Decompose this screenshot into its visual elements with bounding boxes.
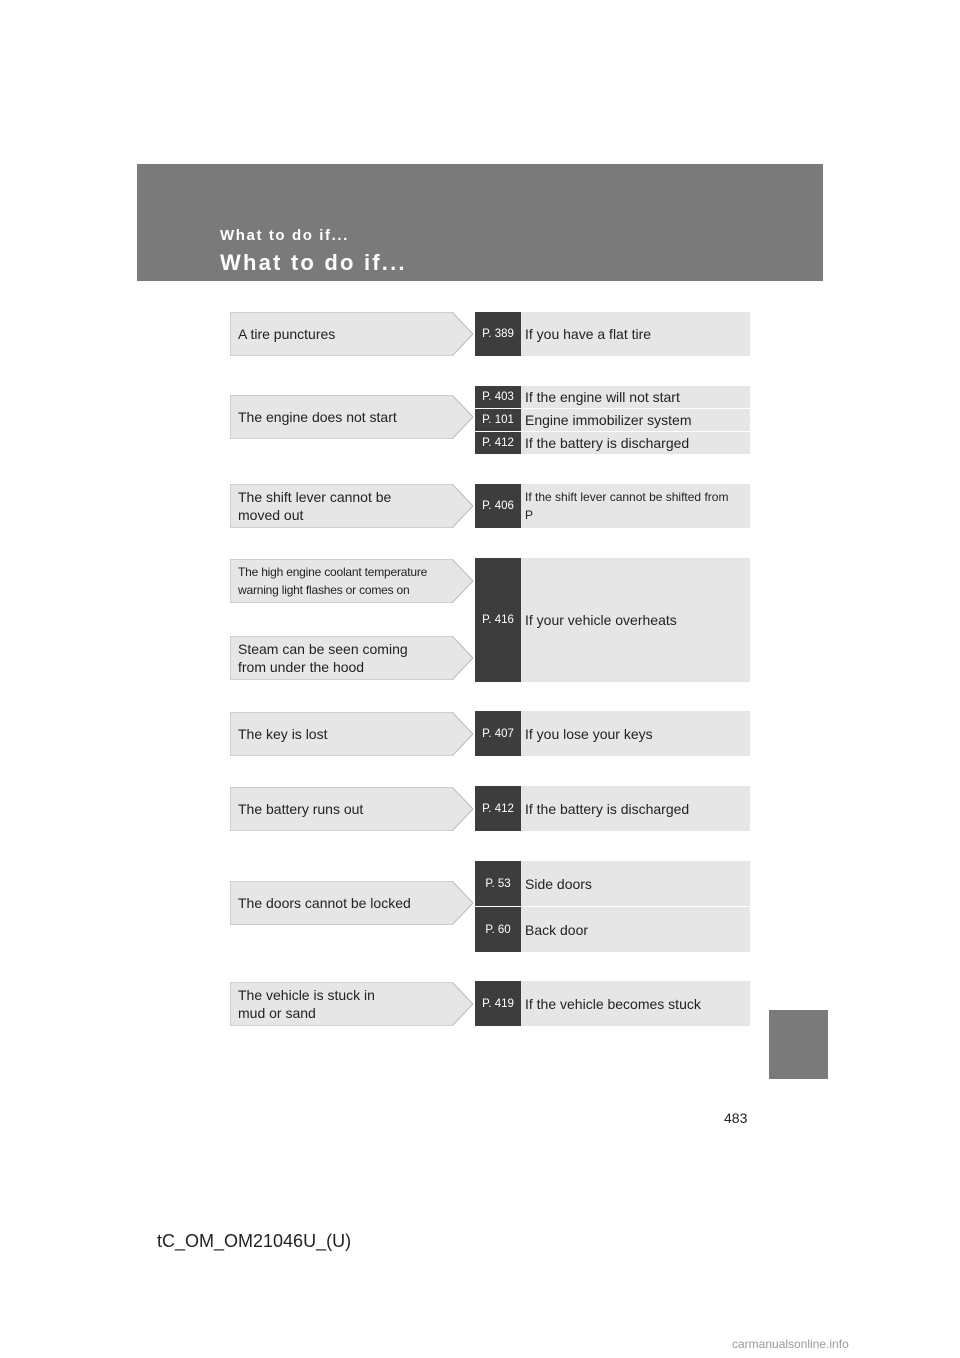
page-reference-tag: P. 407: [475, 711, 521, 756]
page-title: What to do if...: [220, 250, 407, 275]
reference-overheat-1[interactable]: [475, 558, 750, 682]
cause-box-stuck: [230, 982, 474, 1026]
page-reference-tag: P. 419: [475, 981, 521, 1026]
reference-engine-2[interactable]: [475, 409, 750, 431]
reference-title: Back door: [525, 921, 589, 938]
reference-title: If you lose your keys: [525, 725, 653, 742]
cause-box-shift-lever: [230, 484, 474, 528]
section-label: What to do if...: [220, 227, 349, 244]
reference-shift-lever-1[interactable]: [475, 484, 750, 528]
reference-title: If the engine will not start: [525, 389, 680, 405]
page-reference-tag: P. 101: [475, 409, 521, 431]
page-reference-tag: P. 412: [475, 432, 521, 454]
chapter-thumb-tab: [769, 1010, 828, 1079]
cause-box-coolant-warning: [230, 559, 474, 603]
cause-text: The shift lever cannot be moved out: [238, 489, 392, 523]
reference-title: If the vehicle becomes stuck: [525, 995, 701, 1012]
page-reference-tag: P. 60: [475, 907, 521, 952]
cause-text: The battery runs out: [238, 801, 364, 817]
watermark: carmanualsonline.info: [732, 1337, 849, 1351]
reference-title: If your vehicle overheats: [525, 612, 677, 628]
reference-engine-3[interactable]: [475, 432, 750, 454]
cause-text: Steam can be seen coming from under the hood: [238, 641, 408, 675]
document-code: tC_OM_OM21046U_(U): [157, 1231, 352, 1251]
cause-box-steam: [230, 636, 474, 680]
cause-box-doors: [230, 881, 474, 925]
cause-box-tire: [230, 312, 474, 356]
reference-battery-1[interactable]: [475, 786, 750, 831]
cause-box-key-lost: [230, 712, 474, 756]
page-reference-tag: P. 416: [475, 558, 521, 682]
reference-title: If you have a flat tire: [525, 326, 652, 342]
cause-text: The doors cannot be locked: [238, 895, 411, 911]
page-reference-tag: P. 53: [475, 861, 521, 906]
reference-doors-2[interactable]: [475, 907, 750, 952]
reference-title: If the shift lever cannot be shifted from P: [525, 490, 729, 522]
reference-tire-1[interactable]: [475, 312, 750, 356]
cause-box-battery: [230, 787, 474, 831]
reference-key-1[interactable]: [475, 711, 750, 756]
reference-stuck-1[interactable]: [475, 981, 750, 1026]
cause-text: The vehicle is stuck in mud or sand: [238, 987, 375, 1021]
reference-title: If the battery is discharged: [525, 800, 690, 817]
cause-text: A tire punctures: [238, 326, 336, 342]
reference-engine-1[interactable]: [475, 386, 750, 408]
cause-text: The high engine coolant temperature warning light flashes or comes on: [238, 565, 428, 597]
reference-title: If the battery is discharged: [525, 435, 690, 451]
section-header: [137, 164, 823, 281]
cause-text: The engine does not start: [238, 409, 397, 425]
page-reference-tag: P. 406: [475, 484, 521, 528]
page-reference-tag: P. 403: [475, 386, 521, 408]
reference-doors-1[interactable]: [475, 861, 750, 906]
cause-text: The key is lost: [238, 726, 328, 742]
page-reference-tag: P. 412: [475, 786, 521, 831]
cause-box-engine: [230, 395, 474, 439]
reference-title: Engine immobilizer system: [525, 412, 692, 428]
page-number: 483: [724, 1110, 748, 1126]
page-reference-tag: P. 389: [475, 312, 521, 356]
reference-title: Side doors: [525, 875, 592, 892]
